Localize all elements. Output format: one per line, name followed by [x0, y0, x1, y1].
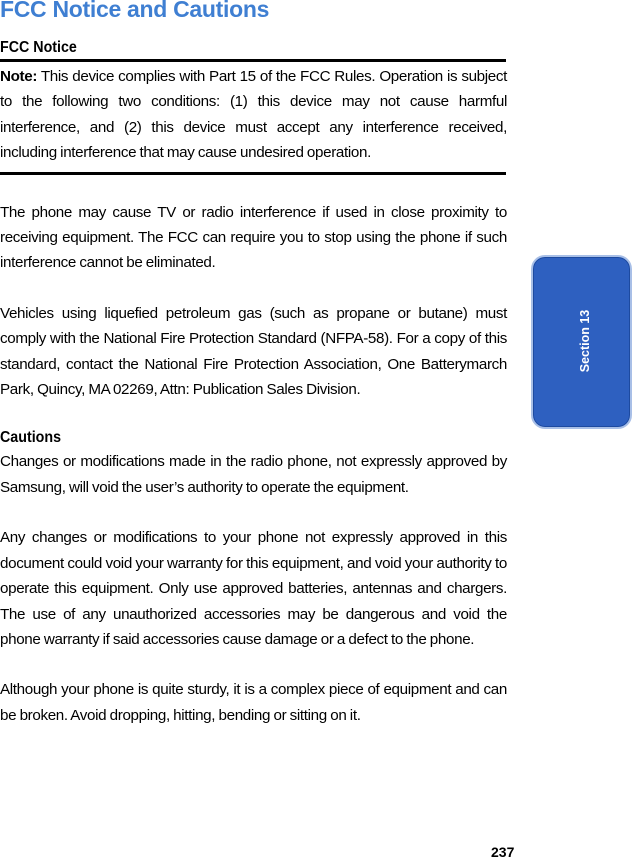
fcc-note	[0, 64, 507, 166]
interference-paragraph: The phone may cause TV or radio interference if used in close proximity to receiving equipment. The FCC can require you to stop using the phone if such interference cannot be eliminated.	[0, 203, 507, 272]
section-label: Section 13	[578, 309, 592, 373]
note-label: Note:	[0, 68, 38, 85]
page-title: FCC Notice and Cautions	[0, 0, 270, 22]
page-number: 237	[491, 844, 515, 860]
lpg-paragraph: Vehicles using liquefied petroleum gas (such as propane or butane) must comply with the National Fire Protection Standard (NFPA-58). For a copy of this standard, contact the National Fire Protection Association, One Batterymarch Park, Quincy, MA 02269, Attn: Publication Sales Division.	[0, 304, 507, 399]
page-content	[0, 37, 507, 728]
section-tab	[531, 255, 632, 429]
warranty-paragraph: Any changes or modifications to your phone not expressly approved in this document could void your warranty for this equipment, and void your authority to operate this equipment. Only use approved batteries, antennas and chargers. The use of any unauthorized accessories may be dangerous and void the phone warranty if said accessories cause damage or a defect to the phone.	[0, 529, 507, 648]
modifications-paragraph: Changes or modifications made in the radio phone, not expressly approved by Samsung, will void the user’s authority to operate the equipment.	[0, 453, 507, 496]
cautions-heading: Cautions	[0, 429, 62, 447]
sturdy-paragraph: Although your phone is quite sturdy, it is a complex piece of equipment and can be broken. Avoid dropping, hitting, bending or sitting on it.	[0, 681, 507, 724]
fcc-notice-heading: FCC Notice	[0, 39, 77, 56]
note-text: This device complies with Part 15 of the FCC Rules. Operation is subject to the following two conditions: (1) this device may not cause harmful interference, and (2) this device must accept any interference received, including interference that may cause undesired operation.	[0, 68, 507, 162]
note-rule-top	[0, 59, 506, 62]
